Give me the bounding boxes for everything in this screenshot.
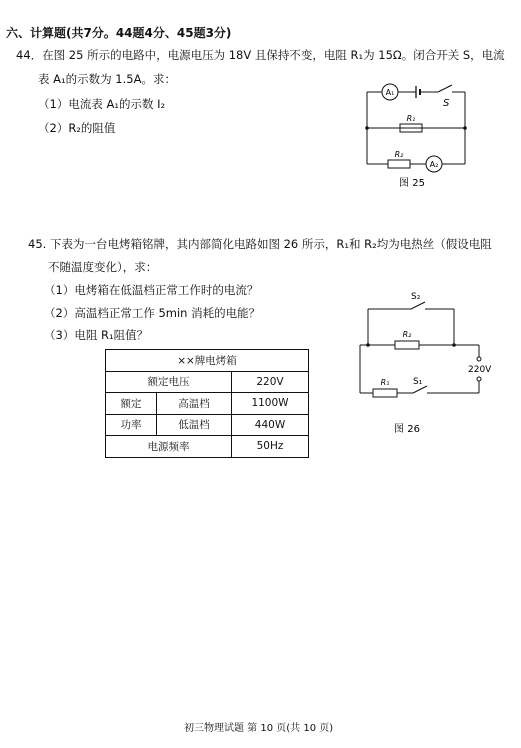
s2-label: S₂ bbox=[411, 292, 421, 302]
switch-s-symbol bbox=[438, 85, 452, 92]
q44-sub1: （1）电流表 A₁的示数 I₂ bbox=[38, 97, 166, 111]
q45-stem-line1: 45. 下表为一台电烤箱铭牌，其内部简化电路如图 26 所示，R₁和 R₂均为电热丝（假设电阻 bbox=[28, 237, 492, 251]
figure-26-caption: 图 26 bbox=[394, 424, 420, 435]
frequency-label: 电源频率 bbox=[106, 436, 232, 458]
figure-25-circuit bbox=[360, 76, 472, 191]
switch-s2-symbol bbox=[411, 302, 425, 309]
high-setting-label: 高温档 bbox=[157, 393, 232, 415]
r2-label-fig26: R₂ bbox=[402, 330, 412, 339]
figure-25-caption: 图 25 bbox=[399, 178, 425, 189]
low-setting-value: 440W bbox=[232, 414, 309, 436]
rated-voltage-label: 额定电压 bbox=[106, 371, 232, 393]
oven-nameplate-table bbox=[105, 349, 309, 458]
resistor-r1-symbol-fig26 bbox=[373, 389, 397, 397]
resistor-r2-symbol bbox=[388, 160, 410, 168]
s1-label: S₁ bbox=[413, 377, 423, 387]
q45-sub3: （3）电阻 R₁阻值？ bbox=[44, 328, 149, 342]
q44-stem-line2: 表 A₁的示数为 1.5A。求： bbox=[38, 72, 176, 86]
ammeter-a1-label: A₁ bbox=[385, 88, 395, 97]
resistor-r2-symbol-fig26 bbox=[395, 341, 419, 349]
frequency-value: 50Hz bbox=[232, 436, 309, 458]
rated-power-label-1: 额定 bbox=[106, 393, 157, 415]
high-setting-value: 1100W bbox=[232, 393, 309, 415]
rated-voltage-value: 220V bbox=[232, 371, 309, 393]
switch-s1-symbol bbox=[413, 386, 427, 393]
r1-label-fig26: R₁ bbox=[380, 378, 390, 387]
low-setting-label: 低温档 bbox=[157, 414, 232, 436]
q44-sub2: （2）R₂的阻值 bbox=[38, 121, 116, 135]
table-title: ××牌电烤箱 bbox=[106, 350, 309, 372]
q45-sub1: （1）电烤箱在低温档正常工作时的电流？ bbox=[44, 283, 259, 297]
voltage-label: 220V bbox=[468, 365, 492, 375]
r1-label: R₁ bbox=[406, 114, 416, 123]
q44-stem-line1: 44．在图 25 所示的电路中，电源电压为 18V 且保持不变，电阻 R₁为 15Ω。闭合开关 S，电流 bbox=[16, 48, 505, 62]
rated-power-label-2: 功率 bbox=[106, 414, 157, 436]
figure-26-circuit bbox=[355, 285, 505, 440]
r2-label: R₂ bbox=[394, 150, 404, 159]
page-footer: 初三物理试题 第 10 页(共 10 页) bbox=[184, 723, 334, 734]
ammeter-a2-label: A₂ bbox=[429, 160, 439, 169]
q45-sub2: （2）高温档正常工作 5min 消耗的电能？ bbox=[44, 306, 261, 320]
q45-stem-line2: 不随温度变化），求： bbox=[48, 260, 158, 274]
section-title: 六、计算题(共7分。44题4分、45题3分) bbox=[6, 26, 232, 40]
switch-s-label: S bbox=[443, 98, 450, 109]
